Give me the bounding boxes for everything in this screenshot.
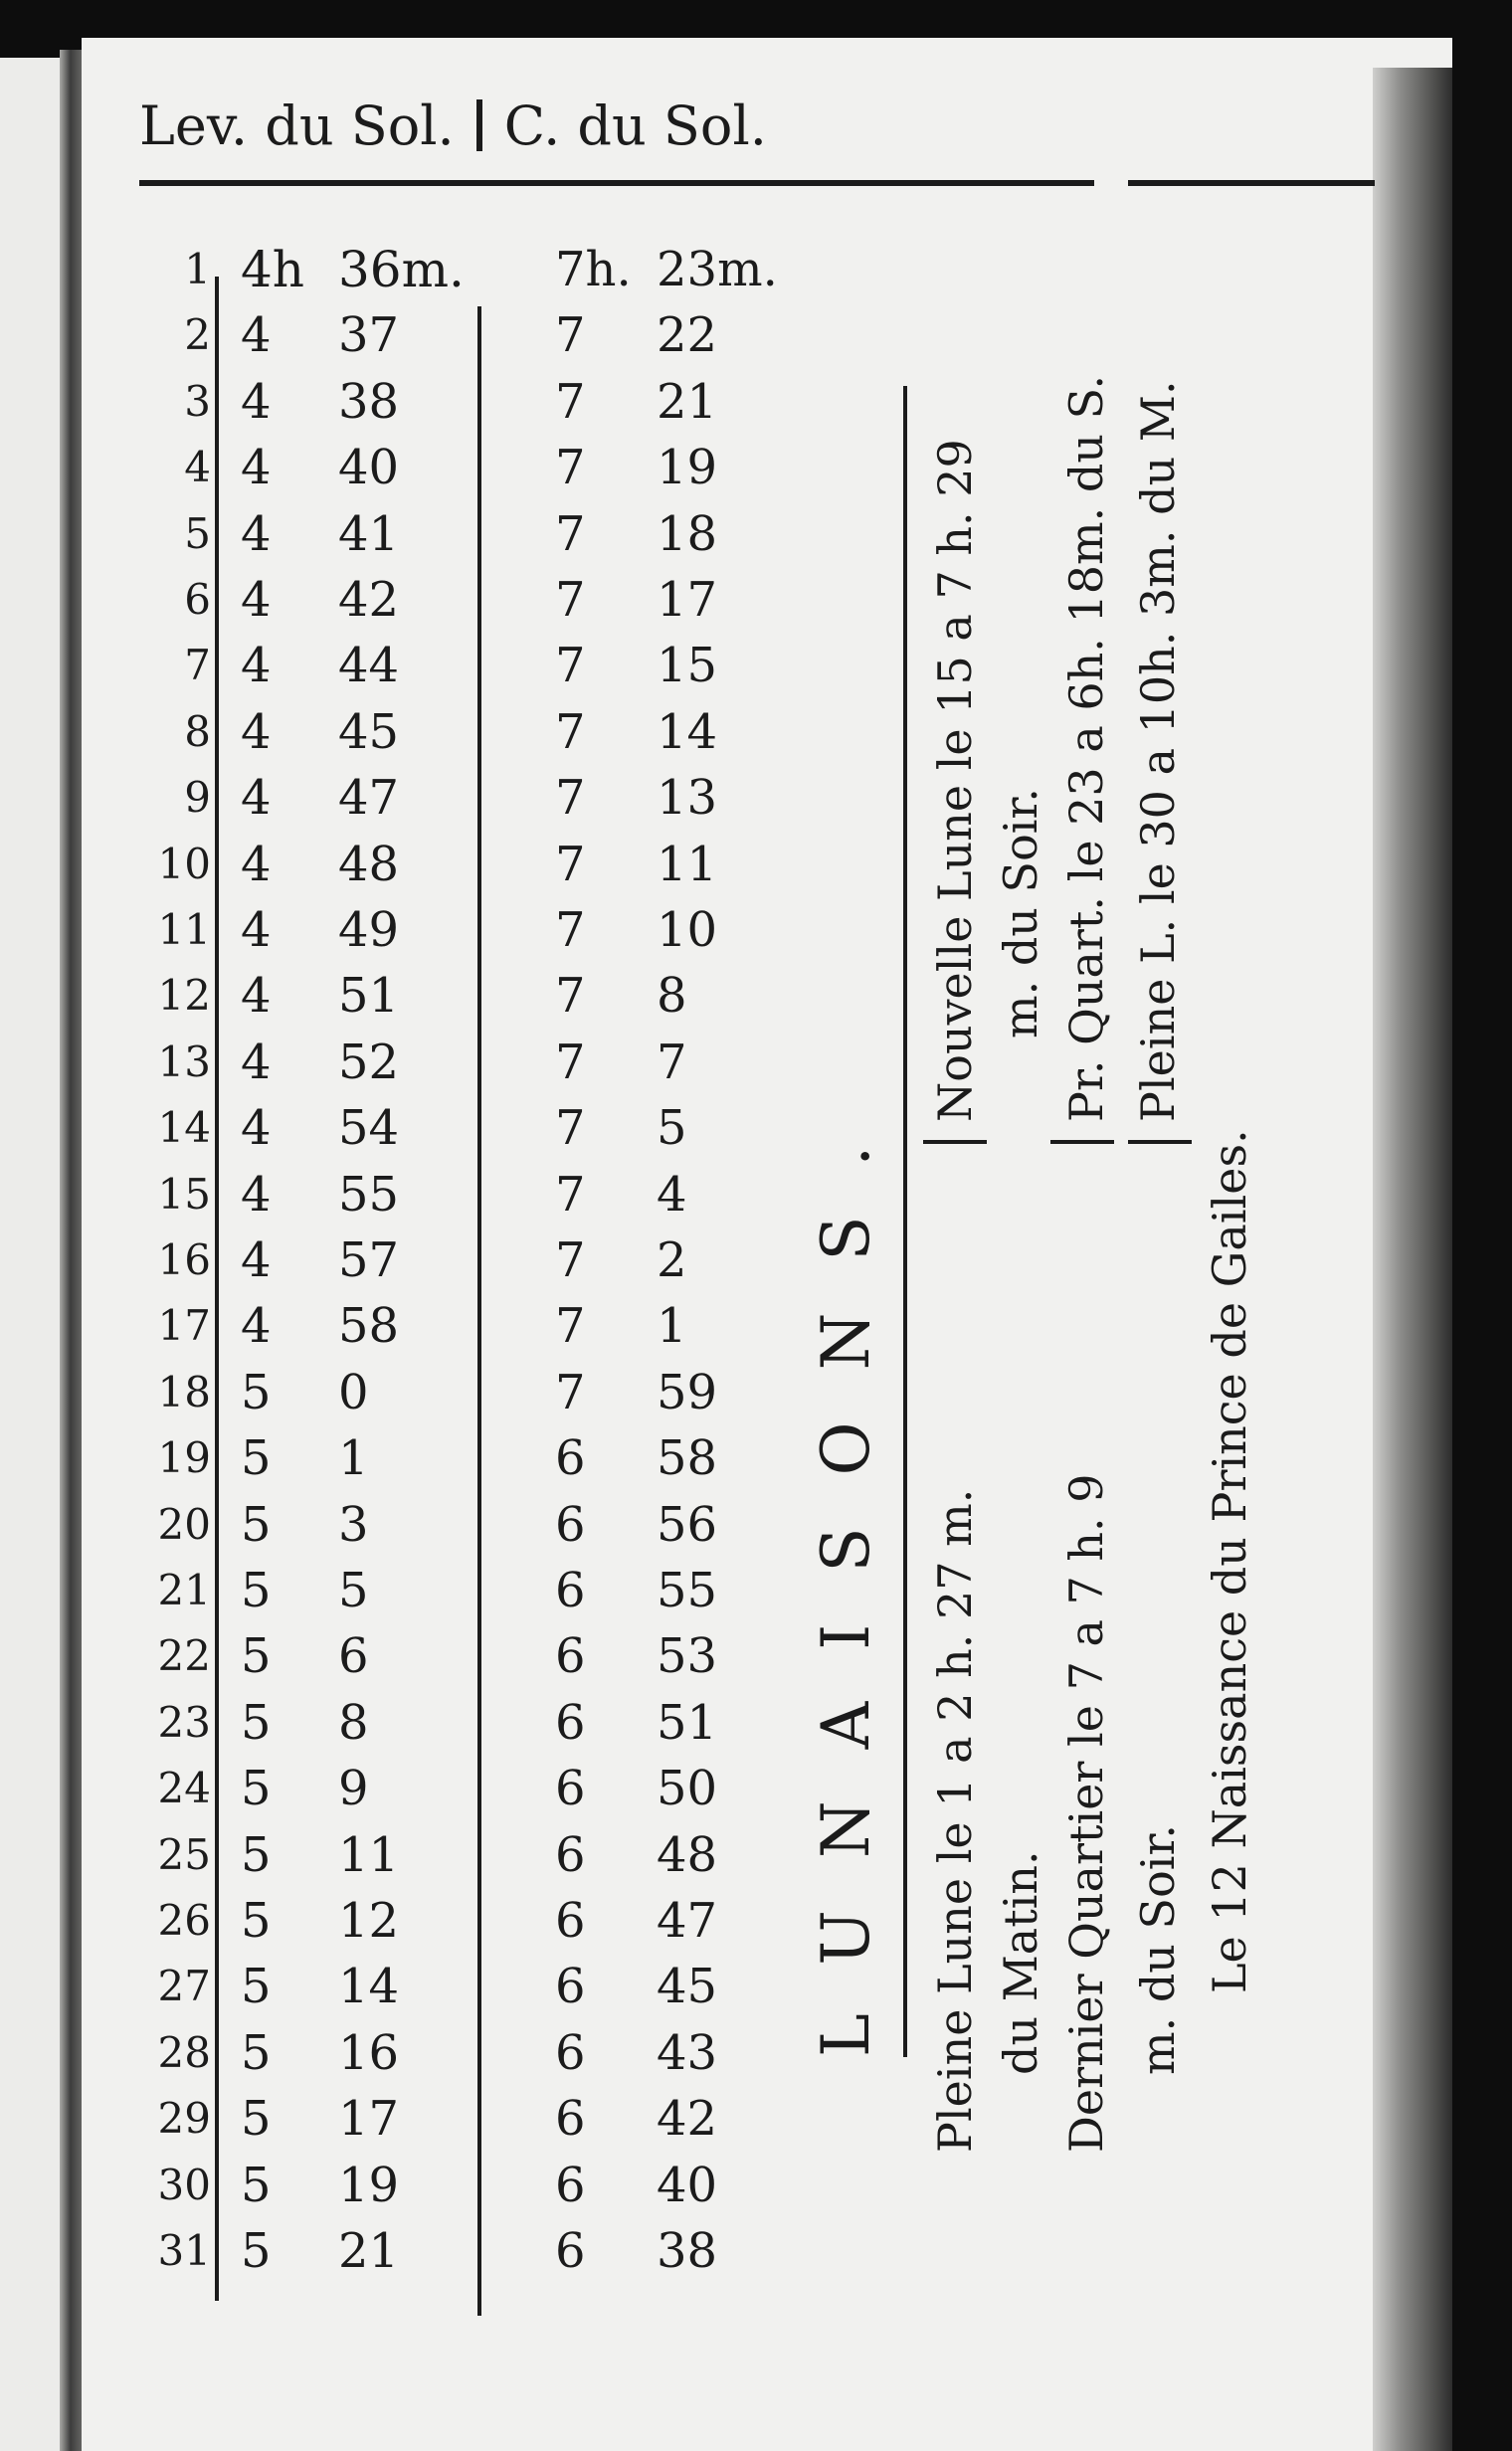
table-cell-sh: 7 — [555, 836, 586, 892]
table-cell-sm: 15 — [657, 638, 718, 694]
table-cell-rm: 58 — [338, 1298, 400, 1355]
table-cell-day: 17 — [157, 1301, 211, 1351]
table-cell-day: 6 — [184, 575, 211, 624]
table-row — [82, 1492, 838, 1558]
table-cell-rh: 4h — [241, 241, 305, 298]
table-cell-rh: 4 — [241, 440, 272, 496]
almanac-page — [82, 38, 1452, 2451]
table-cell-sh: 7 — [555, 307, 586, 364]
lunaisons-line-2 — [989, 380, 1052, 2153]
lunaison-text: Pleine Lune le 1 a 2 h. 27 m. — [928, 1488, 982, 2153]
lunaison-text: m. du Soir. — [1131, 1823, 1185, 2075]
table-cell-sm: 56 — [657, 1496, 718, 1553]
table-row — [82, 501, 838, 567]
table-cell-rh: 4 — [241, 770, 272, 827]
table-row — [82, 1558, 838, 1623]
header-rule-short — [1128, 180, 1375, 186]
table-cell-day: 3 — [184, 376, 211, 426]
table-cell-sm: 40 — [657, 2157, 718, 2213]
table-cell-day: 11 — [157, 905, 211, 954]
table-cell-day: 20 — [157, 1499, 211, 1549]
table-cell-day: 10 — [157, 839, 211, 888]
table-cell-day: 2 — [184, 310, 211, 360]
table-cell-rh: 5 — [241, 1430, 272, 1487]
table-cell-rm: 54 — [338, 1100, 400, 1157]
book-gutter — [60, 50, 84, 2451]
table-cell-sh: 6 — [555, 1694, 586, 1751]
lunaisons-line-1 — [923, 380, 987, 2153]
table-cell-sh: 6 — [555, 1959, 586, 2015]
table-cell-sm: 21 — [657, 373, 718, 430]
lunaisons-block — [808, 374, 1512, 2153]
table-cell-rh: 5 — [241, 1364, 272, 1420]
table-cell-rm: 12 — [338, 1893, 400, 1949]
table-cell-rm: 57 — [338, 1232, 400, 1288]
table-cell-sm: 1 — [657, 1298, 687, 1355]
table-cell-rm: 44 — [338, 638, 400, 694]
table-row — [82, 302, 838, 368]
table-cell-sm: 19 — [657, 440, 718, 496]
table-cell-sh: 7 — [555, 1034, 586, 1090]
table-cell-sm: 8 — [657, 968, 687, 1025]
lunaison-text: Dernier Quartier le 7 a 7 h. 9 — [1059, 1473, 1113, 2153]
table-cell-day: 23 — [157, 1697, 211, 1747]
table-cell-sh: 7 — [555, 770, 586, 827]
lunaison-text: m. du Soir. — [994, 787, 1047, 1038]
table-cell-day: 5 — [184, 508, 211, 558]
table-cell-sm: 45 — [657, 1959, 718, 2015]
table-cell-sh: 6 — [555, 1826, 586, 1883]
sunrise-header: Lev. du Sol. — [139, 94, 455, 157]
table-cell-sh: 7 — [555, 1298, 586, 1355]
table-cell-sm: 48 — [657, 1826, 718, 1883]
table-cell-rm: 11 — [338, 1826, 400, 1883]
table-cell-sh: 7 — [555, 1364, 586, 1420]
table-cell-day: 8 — [184, 706, 211, 756]
table-cell-sh: 6 — [555, 1628, 586, 1685]
table-cell-sh: 7 — [555, 373, 586, 430]
table-cell-sh: 6 — [555, 2091, 586, 2148]
table-cell-sm: 4 — [657, 1166, 687, 1223]
table-cell-rh: 4 — [241, 902, 272, 958]
table-cell-rm: 55 — [338, 1166, 400, 1223]
table-cell-sm: 7 — [657, 1034, 687, 1090]
table-cell-rh: 5 — [241, 2157, 272, 2213]
table-cell-sm: 17 — [657, 572, 718, 628]
table-cell-sm: 42 — [657, 2091, 718, 2148]
table-row — [82, 1095, 838, 1161]
table-cell-sm: 13 — [657, 770, 718, 827]
lunaisons-title-row — [808, 380, 893, 2153]
table-cell-rh: 4 — [241, 638, 272, 694]
sunset-header: C. du Sol. — [503, 94, 767, 157]
table-cell-sm: 51 — [657, 1694, 718, 1751]
table-cell-rm: 51 — [338, 968, 400, 1025]
lunaisons-line-3 — [1054, 374, 1118, 2153]
table-row — [82, 765, 838, 831]
table-cell-sh: 7 — [555, 1100, 586, 1157]
table-cell-sm: 58 — [657, 1430, 718, 1487]
table-cell-day: 12 — [157, 971, 211, 1021]
table-row — [82, 1293, 838, 1359]
lunaison-text: Le 12 Naissance du Prince de Gailes. — [1203, 1129, 1256, 1993]
table-cell-sh: 6 — [555, 1563, 586, 1618]
table-cell-sm: 18 — [657, 505, 718, 562]
table-cell-day: 4 — [184, 443, 211, 492]
table-row — [82, 2153, 838, 2218]
lunaison-text: Pleine L. le 30 a 10h. 3m. du M. — [1131, 380, 1185, 1122]
table-cell-sh: 7 — [555, 902, 586, 958]
table-cell-rm: 1 — [338, 1430, 369, 1487]
table-cell-sh: 7h. — [555, 242, 632, 297]
table-cell-day: 26 — [157, 1896, 211, 1945]
table-cell-day: 14 — [157, 1103, 211, 1153]
table-cell-rh: 4 — [241, 307, 272, 364]
table-cell-sm: 55 — [657, 1563, 718, 1618]
table-row — [82, 1030, 838, 1095]
table-row — [82, 1822, 838, 1888]
table-row — [82, 2218, 838, 2284]
table-cell-rh: 5 — [241, 1496, 272, 1553]
table-cell-day: 19 — [157, 1433, 211, 1483]
table-cell-rm: 49 — [338, 902, 400, 958]
table-row — [82, 2086, 838, 2152]
table-row — [82, 1888, 838, 1954]
table-cell-rh: 5 — [241, 1563, 272, 1618]
table-cell-sh: 6 — [555, 2024, 586, 2081]
table-cell-rh: 4 — [241, 505, 272, 562]
table-row — [82, 832, 838, 897]
table-cell-rm: 47 — [338, 770, 400, 827]
table-cell-rm: 19 — [338, 2157, 400, 2213]
table-cell-rh: 5 — [241, 1959, 272, 2015]
table-cell-rh: 5 — [241, 1761, 272, 1817]
table-cell-rh: 5 — [241, 1893, 272, 1949]
table-cell-rm: 6 — [338, 1628, 369, 1685]
lunaisons-line-5 — [1198, 380, 1261, 2153]
table-row — [82, 1954, 838, 2019]
table-cell-sm: 11 — [657, 836, 718, 892]
table-row — [82, 1756, 838, 1821]
lunaison-text: du Matin. — [994, 1850, 1047, 2075]
table-cell-sm: 23m. — [657, 242, 778, 297]
table-cell-day: 16 — [157, 1235, 211, 1284]
table-cell-rh: 4 — [241, 572, 272, 628]
lunaisons-title: LUNAISONS. — [808, 1093, 884, 2057]
table-cell-rm: 16 — [338, 2024, 400, 2081]
table-row — [82, 1162, 838, 1227]
table-cell-rm: 38 — [338, 373, 400, 430]
table-row — [82, 1623, 838, 1689]
table-cell-rh: 4 — [241, 1166, 272, 1223]
table-cell-rh: 5 — [241, 2223, 272, 2279]
table-cell-rh: 5 — [241, 1826, 272, 1883]
header-separator — [476, 99, 482, 151]
sun-times-table — [82, 237, 838, 2296]
table-cell-day: 30 — [157, 2160, 211, 2209]
lunaison-text: Nouvelle Lune le 15 a 7 h. 29 — [928, 439, 982, 1122]
table-cell-day: 21 — [157, 1566, 211, 1614]
table-cell-sh: 7 — [555, 638, 586, 694]
table-row — [82, 897, 838, 963]
table-cell-sm: 14 — [657, 703, 718, 760]
table-cell-rm: 5 — [338, 1563, 369, 1618]
table-row — [82, 633, 838, 698]
table-cell-sh: 6 — [555, 1496, 586, 1553]
table-cell-day: 27 — [157, 1962, 211, 2011]
table-cell-day: 1 — [184, 245, 211, 293]
table-cell-day: 31 — [157, 2226, 211, 2275]
table-cell-day: 13 — [157, 1037, 211, 1086]
lunaisons-line-4 — [1126, 380, 1190, 2153]
table-row — [82, 567, 838, 633]
table-cell-sm: 50 — [657, 1761, 718, 1817]
table-cell-sh: 7 — [555, 703, 586, 760]
table-cell-rm: 45 — [338, 703, 400, 760]
table-cell-sh: 7 — [555, 440, 586, 496]
table-cell-day: 28 — [157, 2027, 211, 2077]
table-cell-sm: 2 — [657, 1232, 687, 1288]
table-cell-rh: 4 — [241, 703, 272, 760]
table-row — [82, 1360, 838, 1425]
table-cell-sh: 7 — [555, 1232, 586, 1288]
table-cell-rm: 40 — [338, 440, 400, 496]
table-cell-day: 15 — [157, 1169, 211, 1219]
table-cell-rh: 4 — [241, 968, 272, 1025]
table-cell-rm: 21 — [338, 2223, 400, 2279]
table-row — [82, 369, 838, 435]
table-cell-sh: 6 — [555, 1761, 586, 1817]
table-cell-rm: 14 — [338, 1959, 400, 2015]
table-cell-rh: 5 — [241, 2091, 272, 2148]
table-cell-rm: 52 — [338, 1034, 400, 1090]
table-cell-sh: 7 — [555, 1166, 586, 1223]
table-cell-rh: 5 — [241, 1628, 272, 1685]
table-cell-sm: 5 — [657, 1100, 687, 1157]
table-cell-sm: 43 — [657, 2024, 718, 2081]
table-cell-rh: 4 — [241, 1298, 272, 1355]
table-cell-day: 25 — [157, 1829, 211, 1879]
table-cell-rm: 0 — [338, 1364, 369, 1420]
table-row — [82, 2020, 838, 2086]
table-cell-sh: 7 — [555, 572, 586, 628]
table-row — [82, 1425, 838, 1491]
table-cell-rm: 3 — [338, 1496, 369, 1553]
table-row — [82, 435, 838, 500]
header-rule — [139, 180, 1094, 186]
table-cell-sh: 6 — [555, 1430, 586, 1487]
table-cell-rm: 37 — [338, 307, 400, 364]
table-cell-rm: 48 — [338, 836, 400, 892]
table-cell-rh: 4 — [241, 1232, 272, 1288]
table-cell-rh: 5 — [241, 1694, 272, 1751]
table-cell-day: 24 — [157, 1764, 211, 1813]
table-cell-sm: 47 — [657, 1893, 718, 1949]
table-row — [82, 963, 838, 1029]
table-cell-sh: 6 — [555, 2223, 586, 2279]
left-page-margin — [0, 58, 66, 2451]
table-row — [82, 237, 838, 302]
table-cell-sh: 6 — [555, 2157, 586, 2213]
table-cell-day: 18 — [157, 1367, 211, 1416]
table-cell-rm: 36m. — [338, 241, 465, 298]
table-cell-day: 9 — [184, 773, 211, 823]
table-cell-sh: 7 — [555, 505, 586, 562]
table-row — [82, 699, 838, 765]
table-cell-rm: 8 — [338, 1694, 369, 1751]
table-cell-rm: 41 — [338, 505, 400, 562]
table-cell-rh: 4 — [241, 1034, 272, 1090]
table-row — [82, 1690, 838, 1756]
table-cell-rh: 4 — [241, 1100, 272, 1157]
table-cell-sm: 53 — [657, 1628, 718, 1685]
table-cell-day: 22 — [157, 1631, 211, 1681]
table-cell-sm: 22 — [657, 307, 718, 364]
table-cell-rh: 5 — [241, 2024, 272, 2081]
column-header — [139, 86, 767, 165]
table-cell-sm: 59 — [657, 1364, 718, 1420]
table-cell-rm: 9 — [338, 1761, 369, 1817]
table-cell-sm: 10 — [657, 902, 718, 958]
table-cell-rm: 42 — [338, 572, 400, 628]
table-cell-sh: 7 — [555, 968, 586, 1025]
lunaison-text: Pr. Quart. le 23 a 6h. 18m. du S. — [1059, 374, 1113, 1122]
table-cell-sh: 6 — [555, 1893, 586, 1949]
table-cell-rh: 4 — [241, 373, 272, 430]
table-row — [82, 1227, 838, 1293]
table-cell-day: 29 — [157, 2094, 211, 2144]
lunaisons-rule — [903, 386, 907, 2057]
table-cell-rm: 17 — [338, 2091, 400, 2148]
table-cell-rh: 4 — [241, 836, 272, 892]
table-cell-day: 7 — [184, 641, 211, 690]
table-cell-sm: 38 — [657, 2223, 718, 2279]
